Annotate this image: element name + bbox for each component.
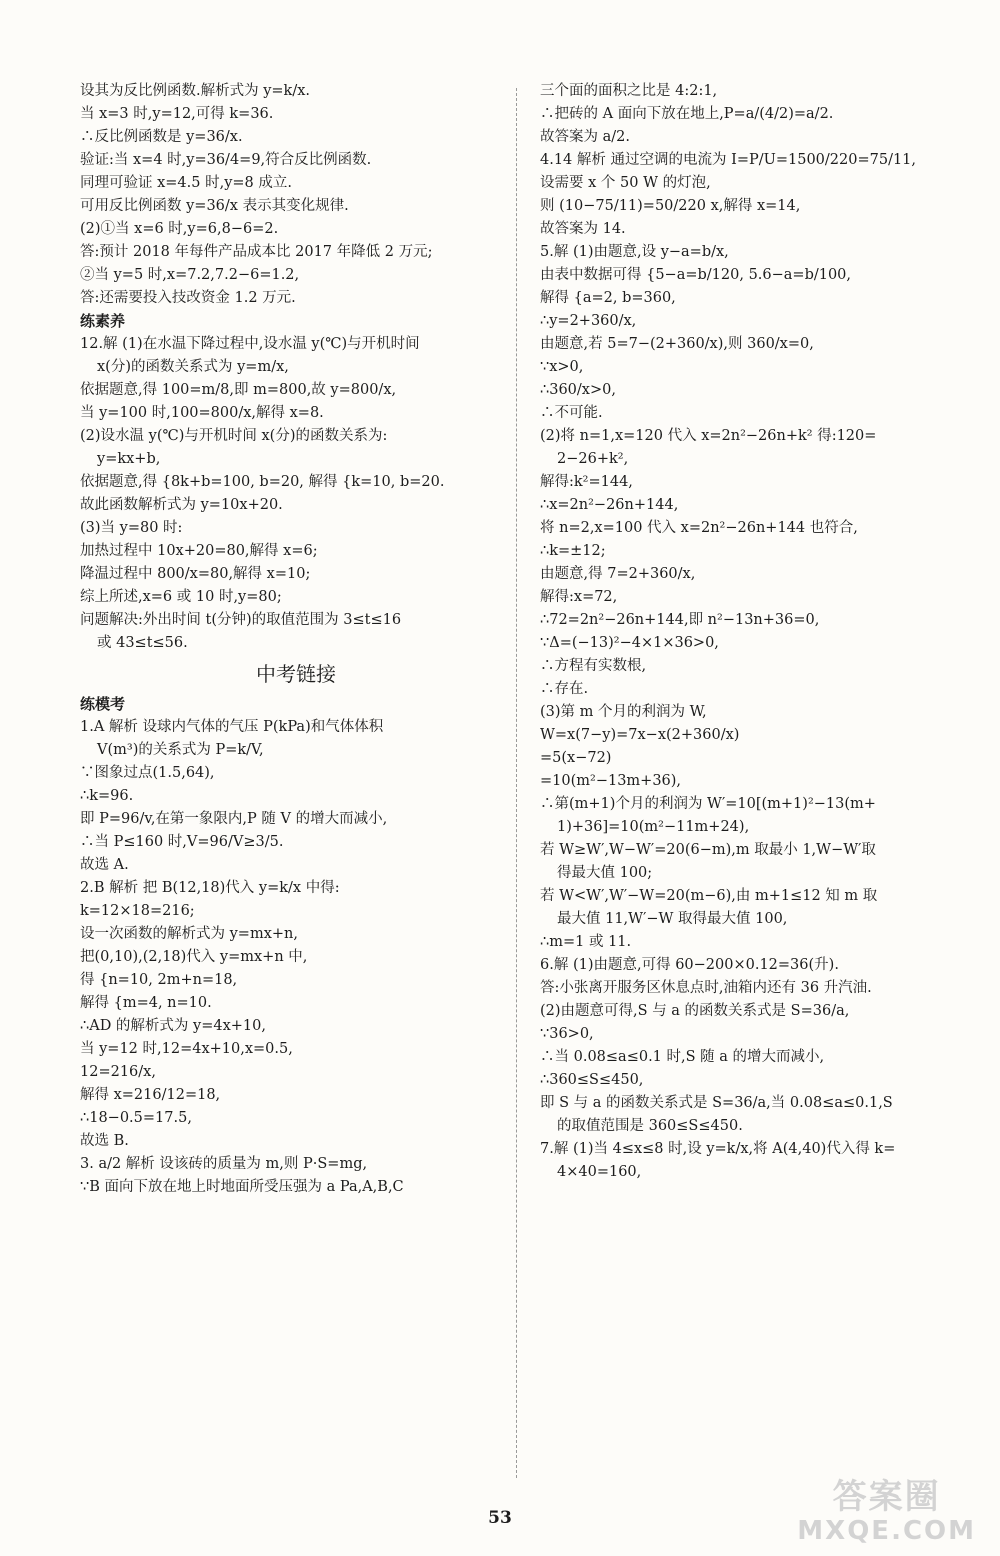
text-line: ∴不可能. bbox=[540, 405, 603, 421]
text-line: 三个面的面积之比是 4:2:1, bbox=[540, 83, 718, 99]
text-line: 当 y=12 时,12=4x+10,x=0.5, bbox=[80, 1041, 293, 1057]
right-column bbox=[540, 80, 980, 1184]
text-line: ∴360/x>0, bbox=[540, 382, 616, 398]
text-line: W=x(7−y)=7x−x(2+360/x) bbox=[540, 727, 740, 743]
text-line: =5(x−72) bbox=[540, 750, 612, 766]
text-line: 故此函数解析式为 y=10x+20. bbox=[80, 497, 283, 513]
text-line: 解得:k²=144, bbox=[540, 474, 633, 490]
text-line: 综上所述,x=6 或 10 时,y=80; bbox=[80, 589, 282, 605]
text-line: 设其为反比例函数.解析式为 y=k/x. bbox=[80, 83, 311, 99]
text-line: 降温过程中 800/x=80,解得 x=10; bbox=[80, 566, 311, 582]
text-line: 1.A 解析 设球内气体的气压 P(kPa)和气体体积 bbox=[80, 719, 384, 735]
text-line: (2)由题意可得,S 与 a 的函数关系式是 S=36/a, bbox=[540, 1003, 850, 1019]
text-line: 答:预计 2018 年每件产品成本比 2017 年降低 2 万元; bbox=[80, 244, 433, 260]
text-line: 则 (10−75/11)=50/220 x,解得 x=14, bbox=[540, 198, 801, 214]
text-line: y=kx+b, bbox=[97, 451, 161, 467]
watermark-line2: MXQE.COM bbox=[797, 1516, 976, 1546]
text-line: ∵Δ=(−13)²−4×1×36>0, bbox=[540, 635, 719, 651]
text-line: 解得 {m=4, n=10. bbox=[80, 995, 212, 1011]
text-line: 12=216/x, bbox=[80, 1064, 156, 1080]
text-line: ②当 y=5 时,x=7.2,7.2−6=1.2, bbox=[80, 267, 300, 283]
watermark-line1: 答案圈 bbox=[832, 1477, 941, 1517]
text-line: 12.解 (1)在水温下降过程中,设水温 y(℃)与开机时间 bbox=[80, 336, 420, 352]
text-line: ∴360≤S≤450, bbox=[540, 1072, 644, 1088]
text-line: ∴k=±12; bbox=[540, 543, 606, 559]
text-line: 即 P=96/v,在第一象限内,P 随 V 的增大而减小, bbox=[80, 811, 388, 827]
text-line: 依据题意,得 100=m/8,即 m=800,故 y=800/x, bbox=[80, 382, 397, 398]
section-heading-exam: 练模考 bbox=[80, 695, 126, 713]
text-line: 当 y=100 时,100=800/x,解得 x=8. bbox=[80, 405, 324, 421]
text-line: ∵x>0, bbox=[540, 359, 584, 375]
text-line: 验证:当 x=4 时,y=36/4=9,符合反比例函数. bbox=[80, 152, 372, 168]
text-line: 将 n=2,x=100 代入 x=2n²−26n+144 也符合, bbox=[540, 520, 858, 536]
text-line: ∴反比例函数是 y=36/x. bbox=[80, 129, 243, 145]
left-column bbox=[80, 80, 512, 1199]
text-line: 加热过程中 10x+20=80,解得 x=6; bbox=[80, 543, 318, 559]
text-line: ∴当 P≤160 时,V=96/V≥3/5. bbox=[80, 834, 284, 850]
text-line: 故答案为 14. bbox=[540, 221, 626, 237]
text-line: 可用反比例函数 y=36/x 表示其变化规律. bbox=[80, 198, 349, 214]
text-line: 由表中数据可得 {5−a=b/120, 5.6−a=b/100, bbox=[540, 267, 852, 283]
banner-title: 中考链接 bbox=[256, 662, 336, 686]
text-line: ∴72=2n²−26n+144,即 n²−13n+36=0, bbox=[540, 612, 820, 628]
text-line: ∴存在. bbox=[540, 681, 589, 697]
text-line: V(m³)的关系式为 P=k/V, bbox=[97, 742, 264, 758]
text-line: ∴k=96. bbox=[80, 788, 134, 804]
text-line: 故选 B. bbox=[80, 1133, 129, 1149]
section-heading-practice: 练素养 bbox=[80, 312, 126, 330]
text-line: 依据题意,得 {8k+b=100, b=20, 解得 {k=10, b=20. bbox=[80, 474, 445, 490]
text-line: ∴当 0.08≤a≤0.1 时,S 随 a 的增大而减小, bbox=[540, 1049, 825, 1065]
text-line: 2.B 解析 把 B(12,18)代入 y=k/x 中得: bbox=[80, 880, 340, 896]
text-line: 1)+36]=10(m²−11m+24), bbox=[557, 819, 750, 835]
text-line: 7.解 (1)当 4≤x≤8 时,设 y=k/x,将 A(4,40)代入得 k= bbox=[540, 1141, 896, 1157]
text-line: 当 x=3 时,y=12,可得 k=36. bbox=[80, 106, 274, 122]
text-line: (3)当 y=80 时: bbox=[80, 520, 183, 536]
text-line: 3. a/2 解析 设该砖的质量为 m,则 P·S=mg, bbox=[80, 1156, 368, 1172]
text-line: 得最大值 100; bbox=[557, 865, 653, 881]
page-number: 53 bbox=[488, 1508, 512, 1528]
text-line: =10(m²−13m+36), bbox=[540, 773, 682, 789]
text-line: 最大值 11,W′−W 取得最大值 100, bbox=[557, 911, 788, 927]
text-line: ∴AD 的解析式为 y=4x+10, bbox=[80, 1018, 266, 1034]
text-line: ∴m=1 或 11. bbox=[540, 934, 632, 950]
text-line: 答:还需要投入技改资金 1.2 万元. bbox=[80, 290, 296, 306]
text-line: 或 43≤t≤56. bbox=[97, 635, 188, 651]
text-line: (2)设水温 y(℃)与开机时间 x(分)的函数关系为: bbox=[80, 428, 388, 444]
text-line: ∴方程有实数根, bbox=[540, 658, 647, 674]
text-line: 的取值范围是 360≤S≤450. bbox=[557, 1118, 743, 1134]
text-line: (2)将 n=1,x=120 代入 x=2n²−26n+k² 得:120= bbox=[540, 428, 877, 444]
text-line: 2−26+k², bbox=[557, 451, 629, 467]
text-line: 解得 {a=2, b=360, bbox=[540, 290, 676, 306]
text-line: 5.解 (1)由题意,设 y−a=b/x, bbox=[540, 244, 729, 260]
text-line: ∴把砖的 A 面向下放在地上,P=a/(4/2)=a/2. bbox=[540, 106, 834, 122]
column-divider bbox=[516, 88, 517, 1478]
text-line: 故答案为 a/2. bbox=[540, 129, 630, 145]
text-line: 6.解 (1)由题意,可得 60−200×0.12=36(升). bbox=[540, 957, 839, 973]
text-line: 若 W<W′,W′−W=20(m−6),由 m+1≤12 知 m 取 bbox=[540, 888, 878, 904]
text-line: (3)第 m 个月的利润为 W, bbox=[540, 704, 707, 720]
watermark-logo bbox=[797, 1478, 976, 1546]
text-line: 即 S 与 a 的函数关系式是 S=36/a,当 0.08≤a≤0.1,S bbox=[540, 1095, 893, 1111]
text-line: 设一次函数的解析式为 y=mx+n, bbox=[80, 926, 298, 942]
text-line: 4.14 解析 通过空调的电流为 I=P/U=1500/220=75/11, bbox=[540, 152, 917, 168]
text-line: 解得:x=72, bbox=[540, 589, 618, 605]
text-line: 解得 x=216/12=18, bbox=[80, 1087, 221, 1103]
text-line: 设需要 x 个 50 W 的灯泡, bbox=[540, 175, 711, 191]
text-line: ∴y=2+360/x, bbox=[540, 313, 637, 329]
text-line: ∴第(m+1)个月的利润为 W′=10[(m+1)²−13(m+ bbox=[540, 796, 876, 812]
text-line: ∴x=2n²−26n+144, bbox=[540, 497, 679, 513]
text-line: ∵B 面向下放在地上时地面所受压强为 a Pa,A,B,C bbox=[80, 1179, 404, 1195]
text-line: x(分)的函数关系式为 y=m/x, bbox=[97, 359, 289, 375]
text-line: 把(0,10),(2,18)代入 y=mx+n 中, bbox=[80, 949, 308, 965]
text-line: 由题意,得 7=2+360/x, bbox=[540, 566, 696, 582]
text-line: ∵36>0, bbox=[540, 1026, 594, 1042]
text-line: 问题解决:外出时间 t(分钟)的取值范围为 3≤t≤16 bbox=[80, 612, 402, 628]
text-line: (2)①当 x=6 时,y=6,8−6=2. bbox=[80, 221, 279, 237]
text-line: ∴18−0.5=17.5, bbox=[80, 1110, 192, 1126]
text-line: k=12×18=216; bbox=[80, 903, 195, 919]
text-line: 4×40=160, bbox=[557, 1164, 642, 1180]
text-line: 若 W≥W′,W−W′=20(6−m),m 取最小 1,W−W′取 bbox=[540, 842, 876, 858]
text-line: 由题意,若 5=7−(2+360/x),则 360/x=0, bbox=[540, 336, 814, 352]
text-line: 得 {n=10, 2m+n=18, bbox=[80, 972, 238, 988]
text-line: 答:小张离开服务区休息点时,油箱内还有 36 升汽油. bbox=[540, 980, 872, 996]
text-line: 同理可验证 x=4.5 时,y=8 成立. bbox=[80, 175, 292, 191]
text-line: ∵图象过点(1.5,64), bbox=[80, 765, 215, 781]
text-line: 故选 A. bbox=[80, 857, 129, 873]
